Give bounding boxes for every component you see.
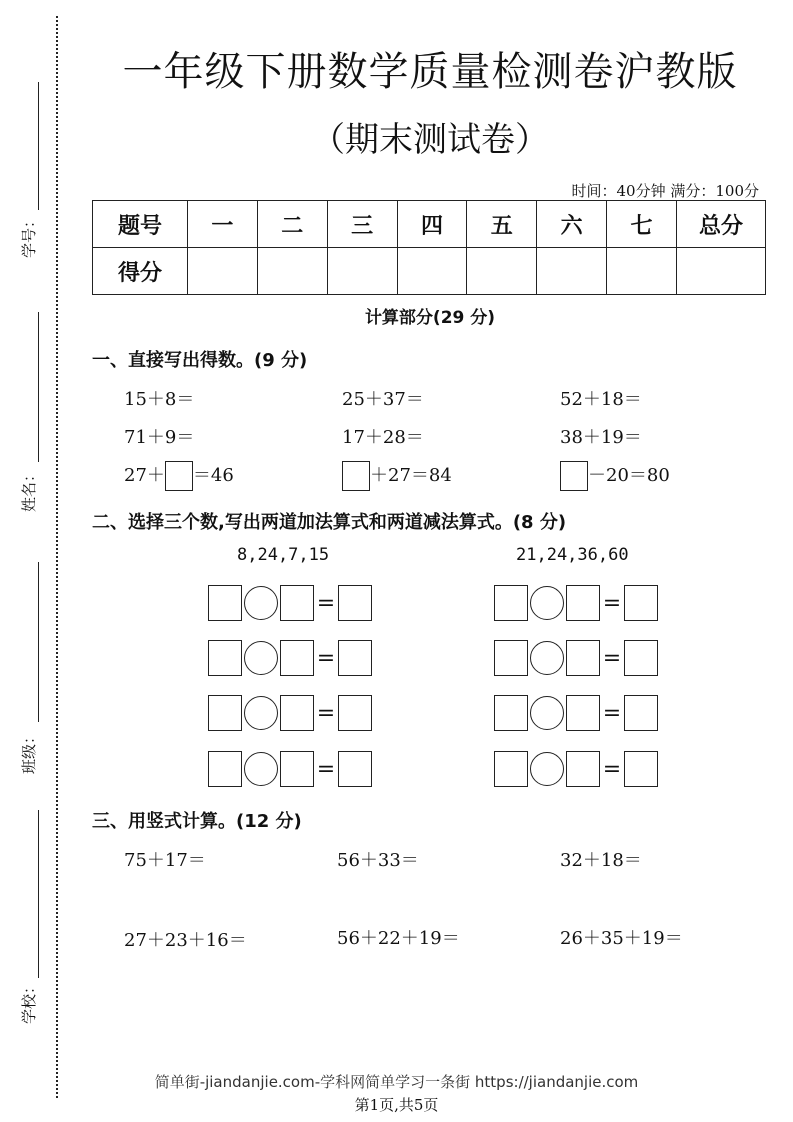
operand-box[interactable] <box>566 640 600 676</box>
equals-sign: = <box>602 700 622 726</box>
operator-circle[interactable] <box>244 586 278 620</box>
q1-item: 38＋19＝ <box>560 427 642 448</box>
score-cell[interactable] <box>537 248 607 295</box>
operator-circle[interactable] <box>530 696 564 730</box>
q1-item: 52＋18＝ <box>560 389 642 410</box>
col-6: 六 <box>537 201 607 248</box>
equals-sign: = <box>316 756 336 782</box>
operand-box[interactable] <box>566 695 600 731</box>
q1-blank-item <box>342 461 452 491</box>
operand-box[interactable] <box>494 640 528 676</box>
col-2: 二 <box>257 201 327 248</box>
equation-row <box>494 640 658 676</box>
operand-box[interactable] <box>208 640 242 676</box>
equals-sign: = <box>316 590 336 616</box>
q1-item: 15＋8＝ <box>124 389 195 410</box>
operand-box[interactable] <box>280 640 314 676</box>
col-5: 五 <box>467 201 537 248</box>
equation-row <box>494 585 658 621</box>
q2-number-set-left: 8,24,7,15 <box>237 545 330 565</box>
col-total: 总分 <box>677 201 766 248</box>
equation-row <box>208 640 372 676</box>
score-cell[interactable] <box>607 248 677 295</box>
footer-page-number: 第1页,共5页 <box>354 1096 439 1114</box>
q1-item: 17＋28＝ <box>342 427 424 448</box>
row-label-score: 得分 <box>93 248 188 295</box>
result-box[interactable] <box>338 640 372 676</box>
q1-blank-before: 27＋ <box>124 465 165 486</box>
name-label: 姓名： <box>20 466 38 512</box>
q1-blank-after: －20＝80 <box>588 465 670 486</box>
score-cell-total[interactable] <box>677 248 766 295</box>
equation-row <box>208 695 372 731</box>
operator-circle[interactable] <box>530 586 564 620</box>
school-line <box>38 810 39 978</box>
school-label: 学校： <box>20 978 38 1024</box>
page-subtitle: （期末测试卷） <box>311 120 549 160</box>
operand-box[interactable] <box>494 585 528 621</box>
q3-item: 32＋18＝ <box>560 850 642 871</box>
result-box[interactable] <box>624 695 658 731</box>
q1-heading: 一、直接写出得数。(9 分) <box>92 350 308 371</box>
q1-blank-item <box>124 461 234 491</box>
q1-item: 25＋37＝ <box>342 389 424 410</box>
q3-item: 26＋35＋19＝ <box>560 928 683 949</box>
q1-blank-after: ＝46 <box>192 465 234 486</box>
q1-item: 71＋9＝ <box>124 427 195 448</box>
class-line <box>38 562 39 722</box>
equation-row <box>494 695 658 731</box>
result-box[interactable] <box>624 585 658 621</box>
answer-box[interactable] <box>165 461 193 491</box>
score-table-score-row <box>93 248 766 295</box>
operand-box[interactable] <box>494 751 528 787</box>
operator-circle[interactable] <box>530 752 564 786</box>
equation-row <box>208 751 372 787</box>
equals-sign: = <box>602 590 622 616</box>
score-table <box>92 200 766 295</box>
operand-box[interactable] <box>280 751 314 787</box>
operand-box[interactable] <box>494 695 528 731</box>
q3-item: 56＋33＝ <box>337 850 419 871</box>
operand-box[interactable] <box>208 751 242 787</box>
binding-dotted-line <box>56 16 58 1098</box>
equation-row <box>494 751 658 787</box>
col-3: 三 <box>327 201 397 248</box>
q1-blank-item <box>560 461 670 491</box>
equation-row <box>208 585 372 621</box>
q1-blank-after: ＋27＝84 <box>370 465 452 486</box>
operand-box[interactable] <box>208 695 242 731</box>
equals-sign: = <box>316 700 336 726</box>
equals-sign: = <box>602 756 622 782</box>
score-cell[interactable] <box>327 248 397 295</box>
row-label-question: 题号 <box>93 201 188 248</box>
score-cell[interactable] <box>257 248 327 295</box>
result-box[interactable] <box>338 751 372 787</box>
operator-circle[interactable] <box>530 641 564 675</box>
result-box[interactable] <box>338 585 372 621</box>
score-cell[interactable] <box>188 248 258 295</box>
operator-circle[interactable] <box>244 752 278 786</box>
col-7: 七 <box>607 201 677 248</box>
q3-item: 56＋22＋19＝ <box>337 928 460 949</box>
operand-box[interactable] <box>208 585 242 621</box>
q3-item: 75＋17＝ <box>124 850 206 871</box>
class-label: 班级： <box>20 728 38 774</box>
equals-sign: = <box>602 645 622 671</box>
result-box[interactable] <box>624 640 658 676</box>
operand-box[interactable] <box>566 751 600 787</box>
equals-sign: = <box>316 645 336 671</box>
col-1: 一 <box>188 201 258 248</box>
footer-source: 简单街-jiandanjie.com-学科网简单学习一条街 https://jiandanjie.com <box>154 1073 639 1091</box>
answer-box[interactable] <box>560 461 588 491</box>
score-table-header-row <box>93 201 766 248</box>
operator-circle[interactable] <box>244 641 278 675</box>
page-title: 一年级下册数学质量检测卷沪教版 <box>122 49 738 95</box>
operand-box[interactable] <box>280 585 314 621</box>
score-cell[interactable] <box>397 248 467 295</box>
q2-heading: 二、选择三个数,写出两道加法算式和两道减法算式。(8 分) <box>92 512 567 533</box>
result-box[interactable] <box>338 695 372 731</box>
col-4: 四 <box>397 201 467 248</box>
operand-box[interactable] <box>280 695 314 731</box>
name-line <box>38 312 39 462</box>
q2-number-set-right: 21,24,36,60 <box>516 545 629 565</box>
operand-box[interactable] <box>566 585 600 621</box>
result-box[interactable] <box>624 751 658 787</box>
q3-item: 27＋23＋16＝ <box>124 930 247 951</box>
q3-heading: 三、用竖式计算。(12 分) <box>92 811 302 832</box>
time-info: 时间：40分钟 满分：100分 <box>571 182 759 200</box>
student-id-label: 学号： <box>20 212 38 258</box>
section-total-heading: 计算部分(29 分) <box>364 308 496 328</box>
score-cell[interactable] <box>467 248 537 295</box>
operator-circle[interactable] <box>244 696 278 730</box>
answer-box[interactable] <box>342 461 370 491</box>
